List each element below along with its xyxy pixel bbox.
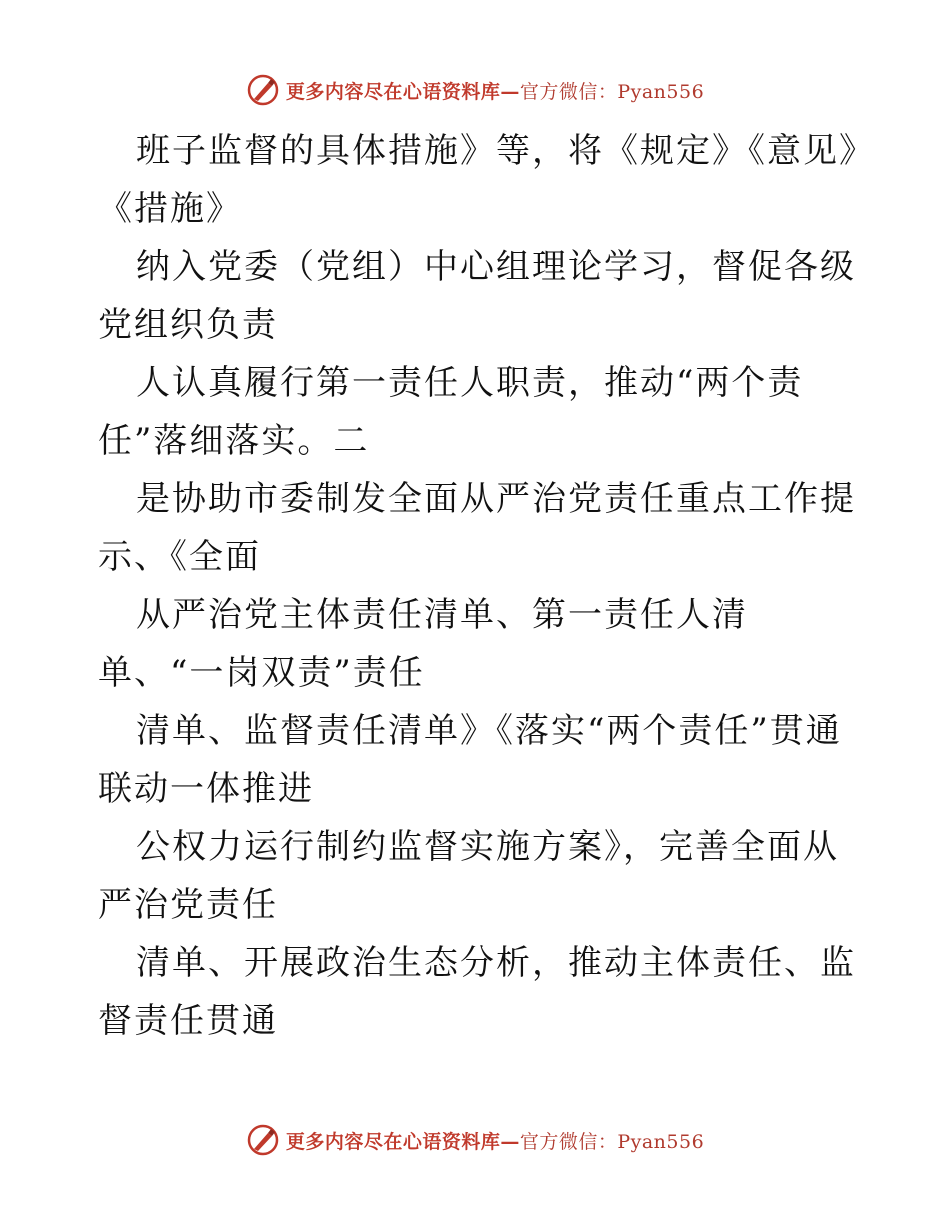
paragraph: 清单、开展政治生态分析，推动主体责任、监督责任贯通 xyxy=(98,943,856,1041)
paragraph: 纳入党委（党组）中心组理论学习，督促各级党组织负责 xyxy=(98,247,856,345)
header-watermark xyxy=(0,70,950,110)
paragraph: 人认真履行第一责任人职责，推动“两个责任”落细落实。二 xyxy=(98,363,804,461)
paragraph: 公权力运行制约监督实施方案》，完善全面从严治党责任 xyxy=(98,827,839,925)
paragraph: 从严治党主体责任清单、第一责任人清单、“一岗双责”责任 xyxy=(98,595,748,693)
watermark-text: 更多内容尽在心语资料库 xyxy=(285,1130,501,1153)
footer-watermark xyxy=(0,1120,950,1160)
paragraph: 班子监督的具体措施》等，将《规定》《意见》《措施》 xyxy=(98,131,858,229)
watermark-text: 更多内容尽在心语资料库 xyxy=(285,80,501,103)
paragraph: 是协助市委制发全面从严治党责任重点工作提示、《全面 xyxy=(98,479,856,577)
watermark-suffix: 官方微信：Pyan556 xyxy=(519,1130,705,1153)
watermark-separator: — xyxy=(500,1130,520,1153)
watermark-separator: — xyxy=(500,80,520,103)
watermark-suffix: 官方微信：Pyan556 xyxy=(519,80,705,103)
pen-logo-icon xyxy=(246,1123,280,1157)
paragraph: 清单、监督责任清单》《落实“两个责任”贯通联动一体推进 xyxy=(98,711,842,809)
document-body xyxy=(98,122,858,1050)
pen-logo-icon xyxy=(246,73,280,107)
